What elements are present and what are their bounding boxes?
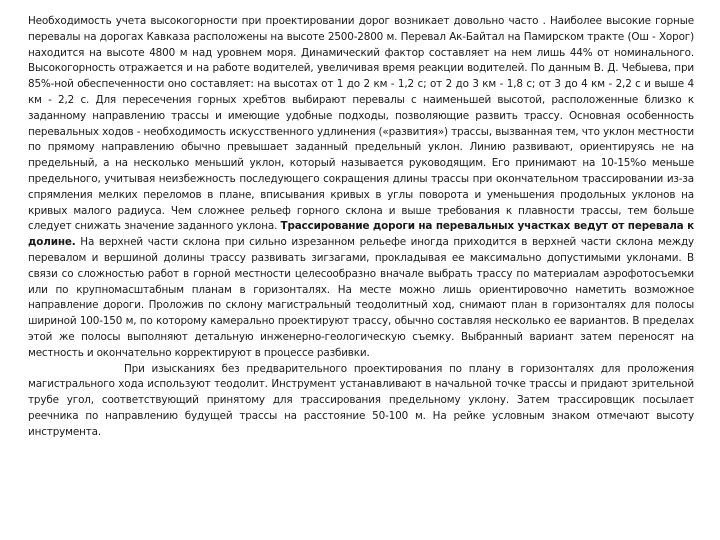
paragraph-1-text-b: На верхней части склона при сильно изрезанном рельефе иногда приходится в верхней части склона между перевалом и вершиной долины трассу развивать зигзагами, прокладывая ее максимально допустимыми уклонами. В связи со сложностью работ в горной местности целесообразно вначале выбрать трассу по материалам аэрофотосъемки или по крупномасштабным планам в горизонталях. На месте можно лишь ориентировочно наметить возможное направление дороги. Проложив по склону магистральный теодолитный ход, снимают план в горизонталях для полосы шириной 100-150 м, по которому камерально проектируют трассу, обычно составляя несколько ее вариантов. В пределах этой же полосы выполняют детальную инженерно-геологическую съемку. Выбранный вариант затем переносят на местность и окончательно корректируют в процессе разбивки. [28,236,694,359]
paragraph-1-text-a: Необходимость учета высокогорности при проектировании дорог возникает довольно часто . Наиболее высокие горные перевалы на дорогах Кавказа расположены на высоте 2500-2800 м. Перевал Ак-Байтал на Памирском тракте (Ош - Хорог) находится на высоте 4800 м над уровнем моря. Динамический фактор составляет на нем лишь 44% от номинального. Высокогорность отражается и на работе водителей, увеличивая время реакции водителей. По данным В. Д. Чебыева, при 85%-ной обеспеченности оно составляет: на высотах от 1 до 2 км - 1,2 с; от 2 до 3 км - 1,8 с; от 3 до 4 км - 2,2 с и выше 4 км - 2,2 с. Для пересечения горных хребтов выбирают перевалы с наименьшей высотой, расположенные близко к заданному направлению трассы и имеющие удобные подходы, позволяющие развить трассу. Основная особенность перевальных ходов - необходимость искусственного удлинения («развития») трассы, вызванная тем, что уклон местности по прямому направлению обычно превышает заданный предельный уклон. Линию развивают, ориентируясь не на предельный, а на несколько меньший уклон, который называется руководящим. Его принимают на 10-15%о меньше предельного, учитывая неизбежность последующего сокращения длины трассы при окончательном трассировании из-за спрямления мелких переломов в плане, вписывания кривых в углы поворота и уменьшения продольных уклонов на кривых малого радиуса. Чем сложнее рельеф горного склона и выше требования к плавности трассы, тем больше следует снижать значение заданного уклона. [28,15,694,233]
paragraph-1-bold-sentence: Трассирование дороги на перевальных участках ведут от перевала к долине. [28,220,694,249]
paragraph-2: При изысканиях без предварительного проектирования по плану в горизонталях для проложения магистрального хода используют теодолит. Инструмент устанавливают в начальной точке трассы и придают зрительной трубе угол, соответствующий принятому для трассирования предельному уклону. Затем трассировщик посылает реечника по направлению будущей трассы на расстояние 50-100 м. На рейке условным знаком отмечают высоту инструмента. [28,362,694,438]
paragraph-1 [28,14,694,362]
document-text [28,14,694,441]
